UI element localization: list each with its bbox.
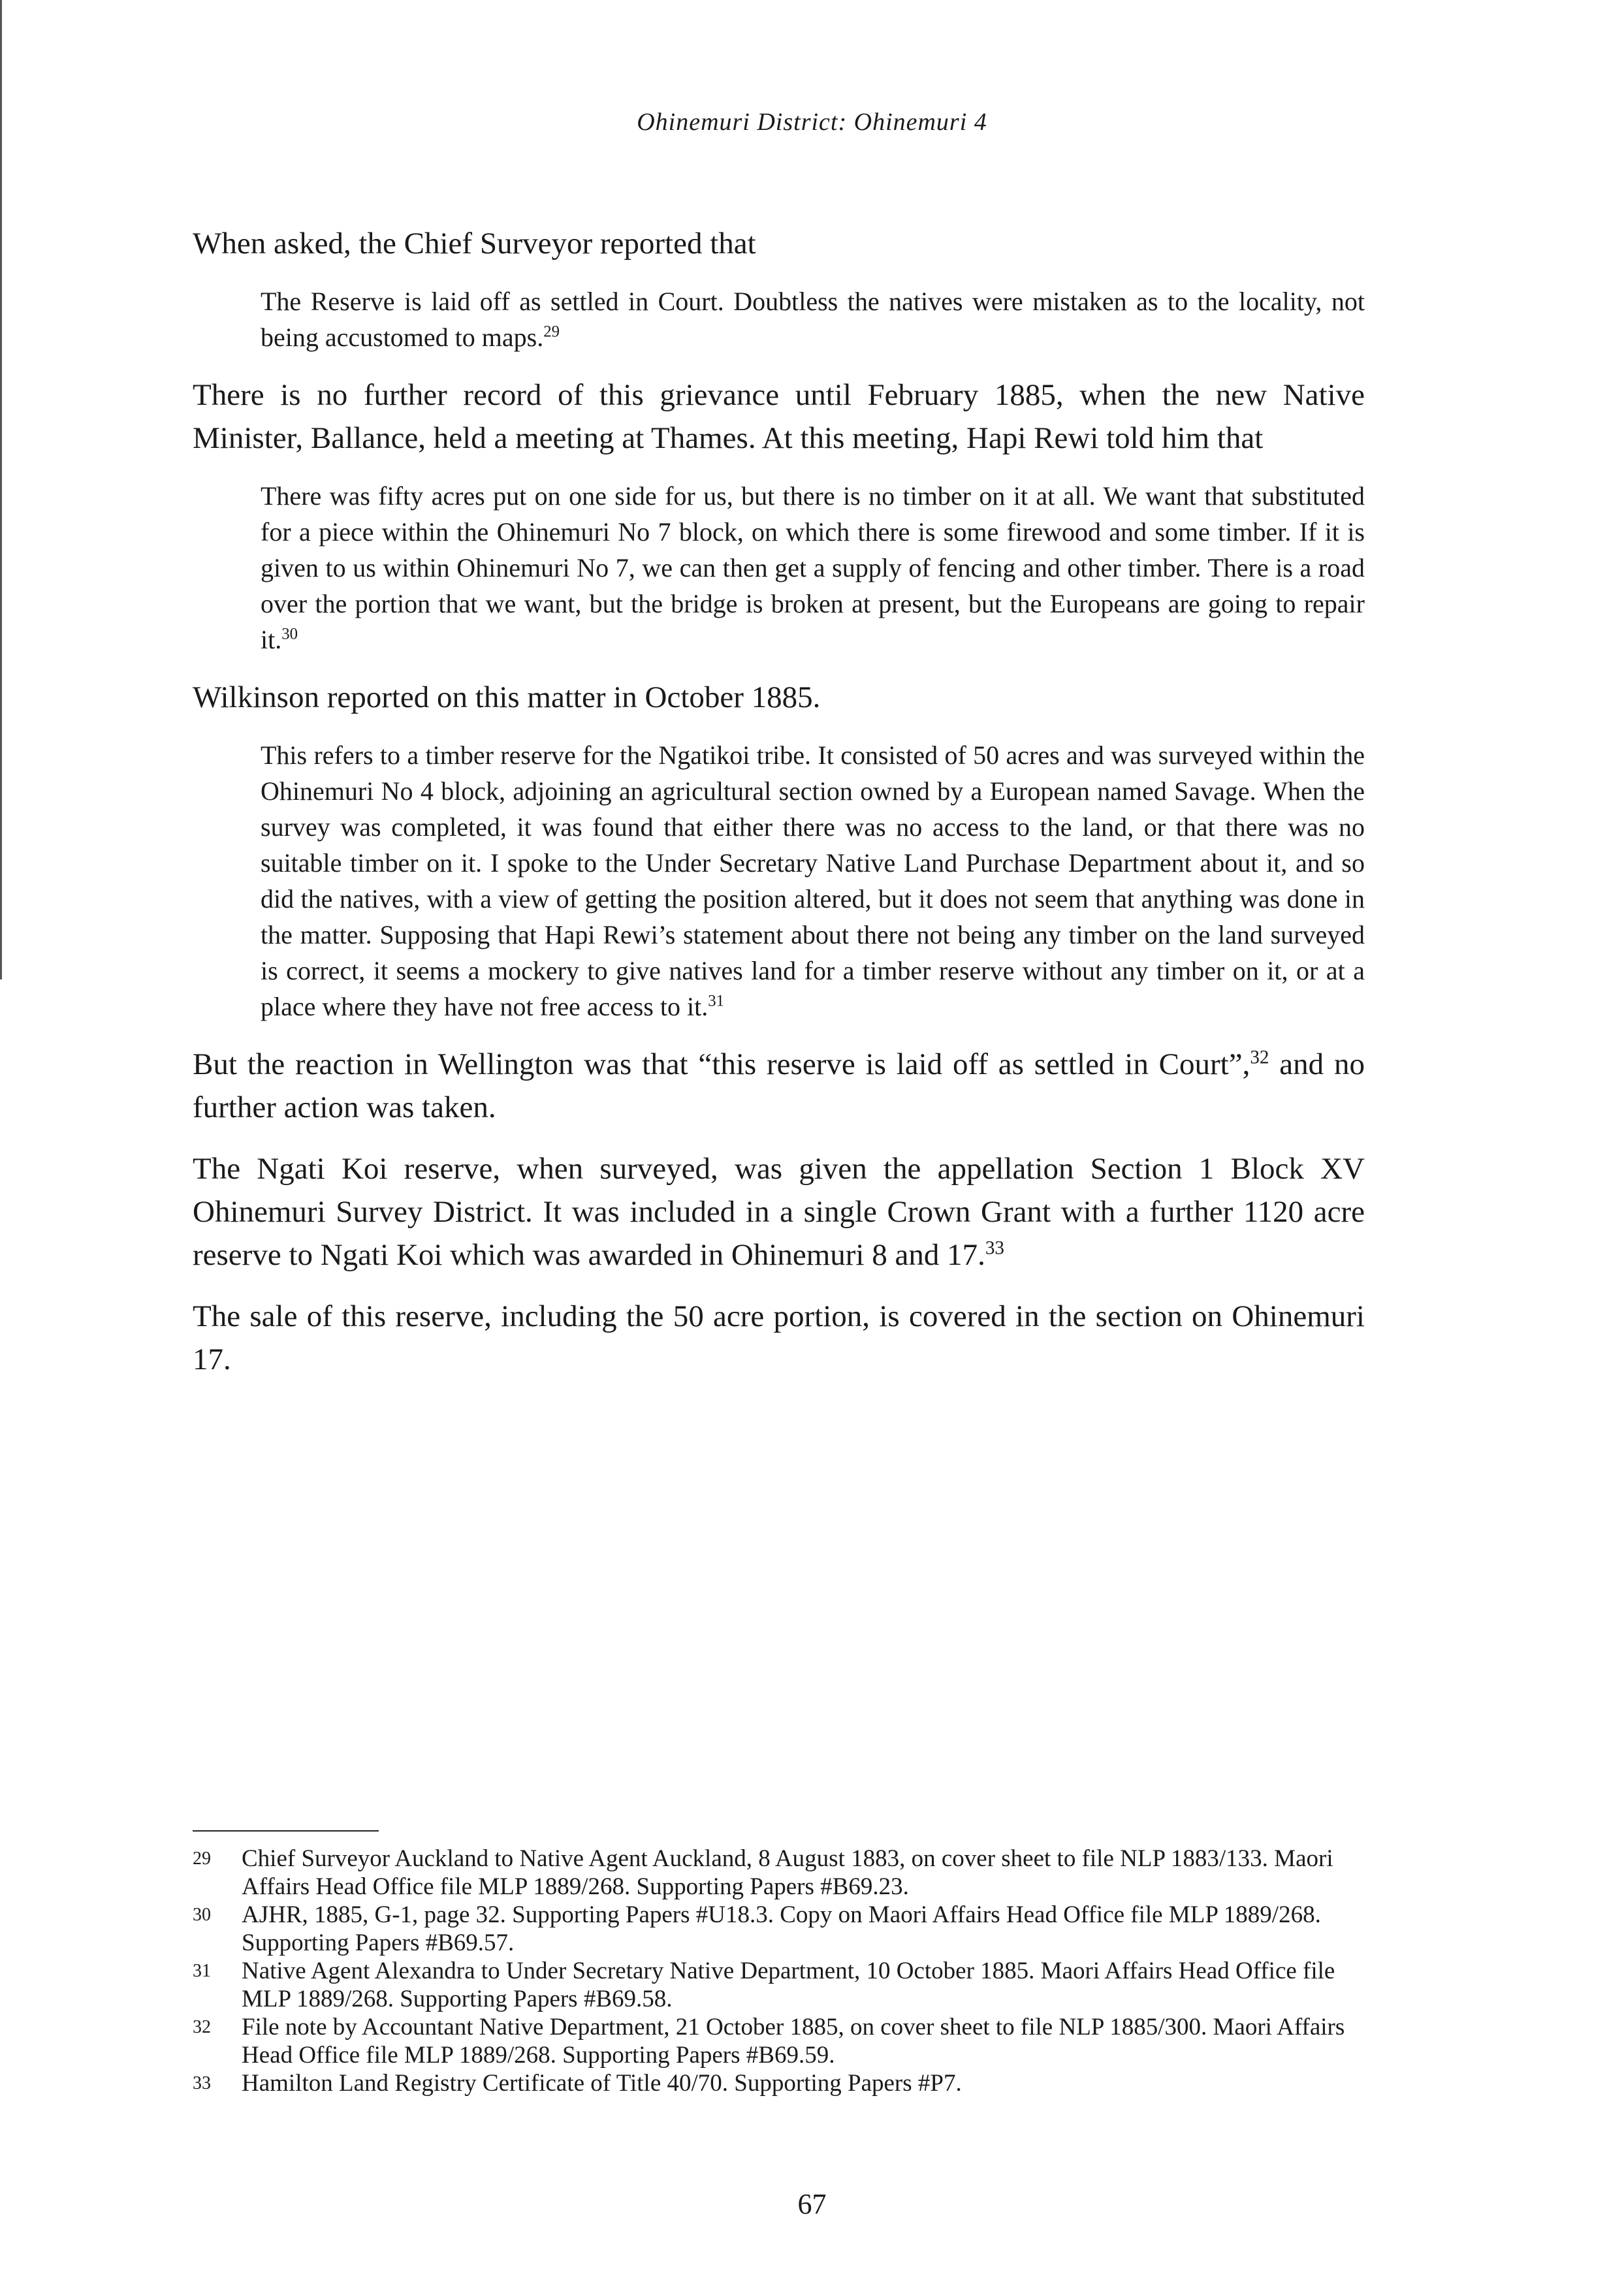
footnote-text: File note by Accountant Native Department, 21 October 1885, on cover sheet to file NLP 1885/300. Maori Affairs Head Office file MLP 1889/268. Supporting Papers #B69.59. — [242, 2014, 1345, 2069]
paragraph — [193, 1295, 1365, 1381]
paragraph-text: Wilkinson reported on this matter in October 1885. — [193, 680, 821, 714]
paragraph — [193, 1147, 1365, 1277]
running-header: Ohinemuri District: Ohinemuri 4 — [637, 108, 987, 136]
footnote-number: 30 — [193, 1905, 211, 1925]
footnote-ref[interactable]: 33 — [985, 1237, 1004, 1259]
quote-text: This refers to a timber reserve for the Ngatikoi tribe. It consisted of 50 acres and was surveyed within the Ohinemuri No 4 block, adjoining an agricultural section owned by a European named Savage. When the survey was completed, it was found that either there was no access to the land, or that there was no suitable timber on it. I spoke to the Under Secretary Native Land Purchase Department about it, and so did the natives, with a view of getting the position altered, but it does not seem that anything was done in the matter. Supposing that Hapi Rewi’s statement about there not being any timber on the land surveyed is correct, it seems a mockery to give natives land for a timber reserve without any timber on it, or at a place where they have not free access to it. — [261, 740, 1365, 1021]
paragraph-text: The Ngati Koi reserve, when surveyed, was given the appellation Section 1 Block XV Ohinemuri Survey District. It was included in a single Crown Grant with a further 1120 acre reserve to Ngati Koi which was awarded in Ohinemuri 8 and 17. — [193, 1152, 1365, 1272]
paragraph — [193, 1043, 1365, 1129]
paragraph-text: When asked, the Chief Surveyor reported that — [193, 227, 756, 261]
paragraph-text: The sale of this reserve, including the 50 acre portion, is covered in the section on Ohinemuri 17. — [193, 1299, 1365, 1376]
footnote-ref[interactable]: 29 — [543, 323, 560, 341]
footnote-ref[interactable]: 32 — [1250, 1047, 1269, 1068]
paragraph — [193, 373, 1365, 460]
footnote-text: Native Agent Alexandra to Under Secretary Native Department, 10 October 1885. Maori Affairs Head Office file MLP 1889/268. Supporting Papers #B69.58. — [242, 1958, 1335, 2012]
footnote-number: 32 — [193, 2017, 211, 2037]
paragraph-text: and no further action was taken. — [193, 1047, 1365, 1124]
page-number: 67 — [797, 2188, 827, 2220]
footnote-ref[interactable]: 31 — [708, 992, 725, 1010]
paragraph-text: But the reaction in Wellington was that “this reserve is laid off as settled in Court”, — [193, 1047, 1250, 1081]
footnote-ref[interactable]: 30 — [281, 625, 298, 643]
paragraph — [193, 222, 1365, 265]
footnote — [193, 1957, 1365, 2013]
quote-text: There was fifty acres put on one side for us, but there is no timber on it at all. We want that substituted for a piece within the Ohinemuri No 7 block, on which there is some firewood and some timber. If it is given to us within Ohinemuri No 7, we can then get a supply of fencing and other timber. There is a road over the portion that we want, but the bridge is broken at present, but the Europeans are going to repair it. — [261, 481, 1365, 654]
quote-text: The Reserve is laid off as settled in Court. Doubtless the natives were mistaken as to the locality, not being accustomed to maps. — [261, 287, 1365, 352]
footnote — [193, 1845, 1365, 1901]
footnote-number: 33 — [193, 2073, 211, 2093]
footnote — [193, 2013, 1365, 2069]
paragraph — [193, 676, 1365, 719]
footnote-number: 29 — [193, 1849, 211, 1869]
block-quote — [261, 737, 1365, 1024]
footnotes-section — [193, 1830, 1365, 2097]
scan-edge-line — [0, 0, 2, 979]
footnote-text: Hamilton Land Registry Certificate of Title 40/70. Supporting Papers #P7. — [242, 2070, 962, 2097]
block-quote — [261, 283, 1365, 355]
footnote — [193, 2069, 1365, 2097]
footnote-text: AJHR, 1885, G-1, page 32. Supporting Papers #U18.3. Copy on Maori Affairs Head Office file MLP 1889/268. Supporting Papers #B69.57. — [242, 1901, 1321, 1956]
footnote-rule — [193, 1830, 379, 1832]
body-text — [193, 222, 1365, 1399]
footnote — [193, 1901, 1365, 1957]
footnote-text: Chief Surveyor Auckland to Native Agent Auckland, 8 August 1883, on cover sheet to file NLP 1883/133. Maori Affairs Head Office file MLP 1889/268. Supporting Papers #B69.23. — [242, 1845, 1333, 1900]
paragraph-text: There is no further record of this grievance until February 1885, when the new Native Minister, Ballance, held a meeting at Thames. At this meeting, Hapi Rewi told him that — [193, 378, 1365, 455]
block-quote — [261, 478, 1365, 658]
footnote-number: 31 — [193, 1961, 211, 1981]
